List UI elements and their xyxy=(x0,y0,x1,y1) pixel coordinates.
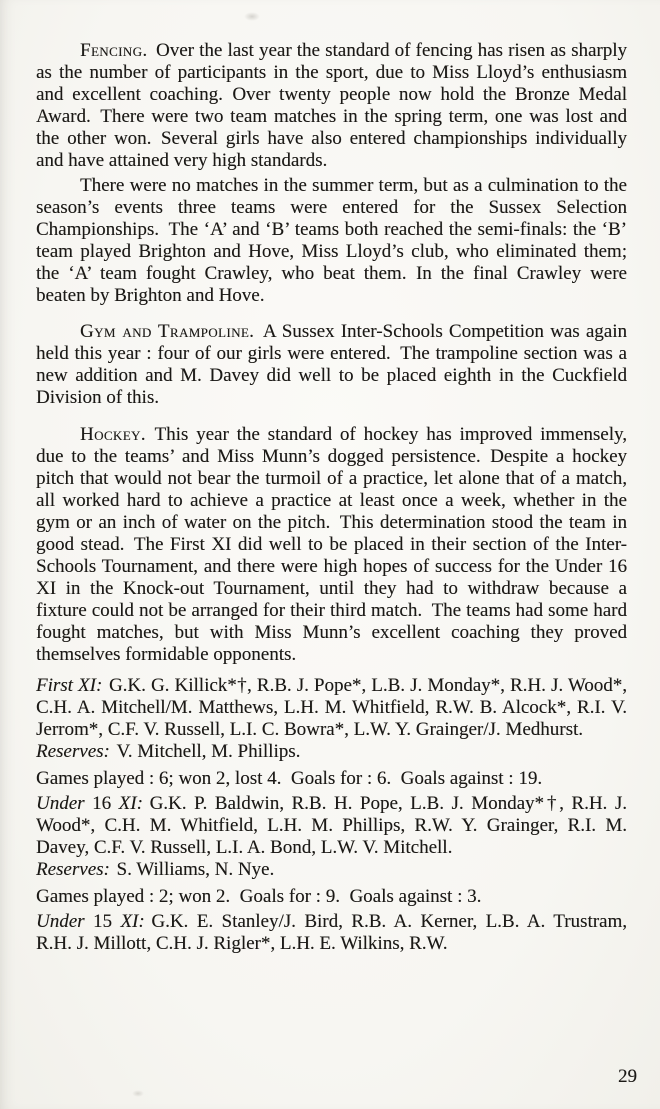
under-15-label-number: 15 xyxy=(93,911,112,932)
paragraph-fencing xyxy=(36,40,627,172)
first-xi-record-text: Games played : 6; won 2, lost 4. Goals for : 6. Goals against : 19. xyxy=(36,768,543,789)
under-16-label-xi: XI: xyxy=(118,793,143,814)
gym-body-text: A Sussex Inter-Schools Competition was again held this year : four of our girls were entered. The trampoline section was a new addition and M. Davey did well to be placed eighth in the Cuckfield Division of this. xyxy=(36,321,628,408)
under-15-label-xi: XI: xyxy=(120,911,145,932)
section-heading-fencing: Fencing. xyxy=(80,40,148,61)
paragraph-under-16-xi xyxy=(36,793,627,859)
under-15-label-word: Under xyxy=(36,911,85,932)
paragraph-under-16-record xyxy=(36,886,627,908)
reserves-label-2: Reserves: xyxy=(36,859,110,880)
scan-artifact-top xyxy=(244,12,260,21)
paragraph-under-15-xi xyxy=(36,911,627,955)
first-xi-players: G.K. G. Killick*†, R.B. J. Pope*, L.B. J. Monday*, R.H. J. Wood*, C.H. A. Mitchell/M. Matthews, L.H. M. Whitfield, R.W. B. Alcock*, R.I. V. Jerrom*, C.F. V. Russell, L.I. C. Bowra*, L.W. Y. Grainger/J. Medhurst. xyxy=(36,675,627,740)
paragraph-fencing-2 xyxy=(36,175,627,307)
scan-artifact-bottom xyxy=(132,1090,144,1097)
fencing-body-text-2: There were no matches in the summer term, but as a culmination to the season’s events three teams were entered for the Sussex Selection Championships. The ‘A’ and ‘B’ teams both reached the semi-finals: the ‘B’ team played Brighton and Hove, Miss Lloyd’s club, who eliminated them; the ‘A’ team fought Crawley, who beat them. In the final Crawley were beaten by Brighton and Hove. xyxy=(36,175,627,306)
paragraph-first-xi-record xyxy=(36,768,627,790)
under-16-players: G.K. P. Baldwin, R.B. H. Pope, L.B. J. Monday*†, R.H. J. Wood*, C.H. M. Whitfield, L.H. M. Phillips, R.W. Y. Grainger, R.I. M. Davey, C.F. V. Russell, L.I. A. Bond, L.W. V. Mitchell. xyxy=(36,793,627,858)
under-15-players: G.K. E. Stanley/J. Bird, R.B. A. Kerner, L.B. A. Trustram, R.H. J. Millott, C.H. J. Rigler*, L.H. E. Wilkins, R.W. xyxy=(36,911,628,954)
section-heading-gym-trampoline: Gym and Trampoline. xyxy=(80,321,255,342)
first-xi-label: First XI: xyxy=(36,675,103,696)
paragraph-hockey xyxy=(36,424,627,666)
paragraph-under-16-reserves xyxy=(36,859,627,881)
paragraph-first-xi xyxy=(36,675,627,741)
paragraph-first-xi-reserves xyxy=(36,741,627,763)
paragraph-gym-trampoline xyxy=(36,321,627,409)
under-16-record-text: Games played : 2; won 2. Goals for : 9. Goals against : 3. xyxy=(36,886,482,907)
hockey-body-text: This year the standard of hockey has improved immensely, due to the teams’ and Miss Munn’s dogged persistence. Despite a hockey pitch that would not bear the turmoil of a practice, let alone that of a match, all worked hard to achieve a practice at least once a week, whether in the gym or an inch of water on the pitch. This determination stood the team in good stead. The First XI did well to be placed in their section of the Inter-Schools Tournament, and there were high hopes of success for the Under 16 XI in the Knock-out Tournament, until they had to withdraw because a fixture could not be arranged for their third match. The teams had some hard fought matches, but with Miss Munn’s excellent coaching they proved themselves formidable opponents. xyxy=(36,424,627,665)
under-16-reserves-names: S. Williams, N. Nye. xyxy=(116,859,275,880)
page-number: 29 xyxy=(618,1066,637,1087)
fencing-body-text: Over the last year the standard of fencing has risen as sharply as the number of participants in the sport, due to Miss Lloyd’s enthusiasm and excellent coaching. Over twenty people now hold the Bronze Medal Award. There were two team matches in the spring term, one was lost and the other won. Several girls have also entered championships individually and have attained very high standards. xyxy=(36,40,627,171)
under-16-label-word: Under xyxy=(36,793,85,814)
reserves-label: Reserves: xyxy=(36,741,110,762)
under-16-label-number: 16 xyxy=(92,793,112,814)
section-heading-hockey: Hockey. xyxy=(80,424,146,445)
first-xi-reserves-names: V. Mitchell, M. Phillips. xyxy=(116,741,301,762)
